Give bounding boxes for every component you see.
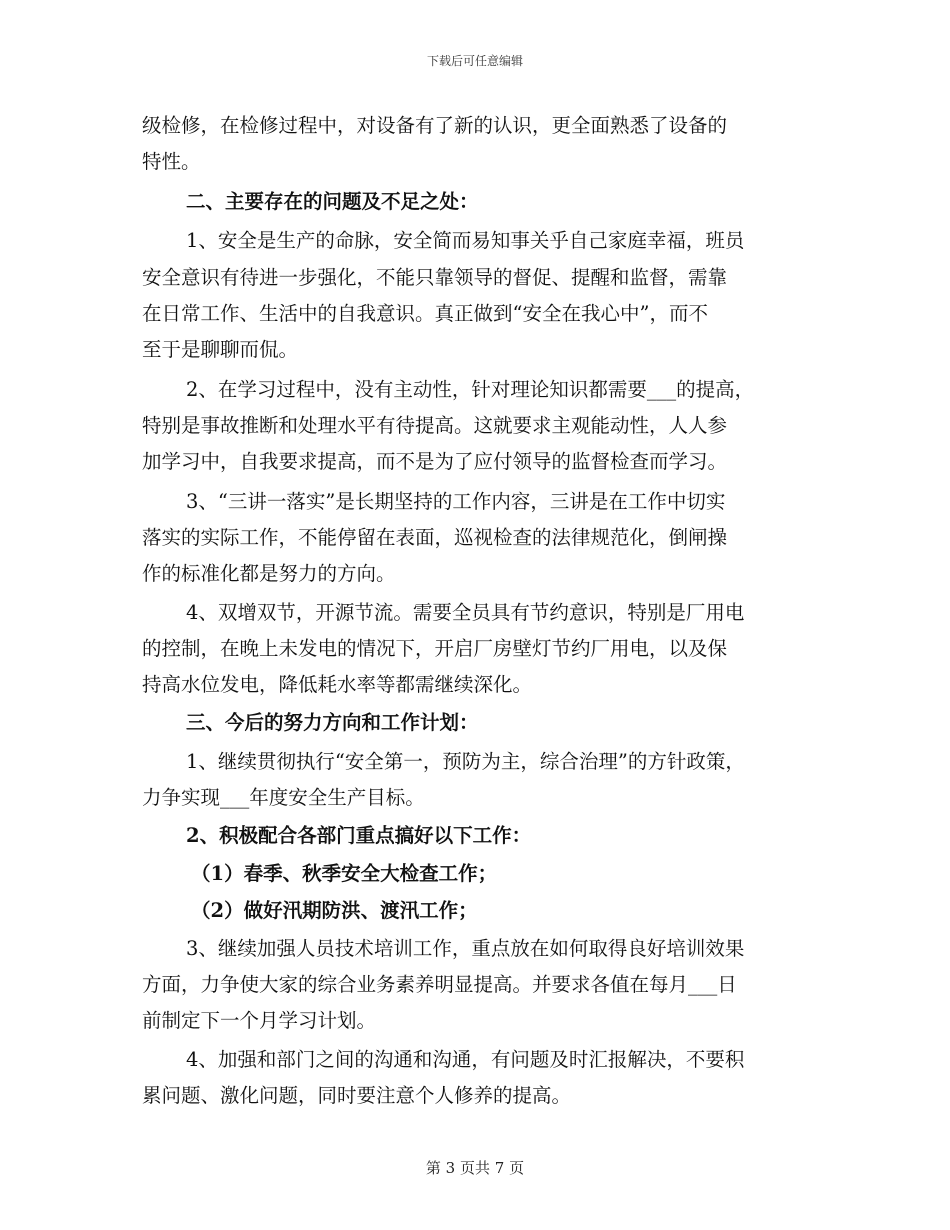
paragraph-line: 落实的实际工作，不能停留在表面，巡视检查的法律规范化，倒闸操 [142, 526, 728, 549]
subsection-heading: 2、积极配合各部门重点搞好以下工作： [186, 824, 532, 847]
page-header: 下载后可任意编辑 [426, 54, 523, 68]
paragraph-line: 3、“三讲一落实”是长期坚持的工作内容，三讲是在工作中切实 [186, 490, 726, 513]
section-heading: 三、今后的努力方向和工作计划： [186, 711, 479, 734]
list-item: （2）做好汛期防洪、渡汛工作； [191, 899, 478, 922]
paragraph-line: 前制定下一个月学习计划。 [142, 1009, 377, 1032]
paragraph-line: 作的标准化都是努力的方向。 [142, 562, 396, 585]
paragraph-line: 力争实现___年度安全生产目标。 [142, 786, 425, 809]
paragraph-line: 1、安全是生产的命脉，安全简而易知事关乎自己家庭幸福，班员 [186, 229, 745, 252]
page-footer: 第 3 页共 7 页 [425, 1159, 525, 1177]
paragraph-line: 特性。 [142, 150, 201, 173]
paragraph-line: 至于是聊聊而侃。 [142, 338, 299, 361]
paragraph-line: 4、双增双节，开源节流。需要全员具有节约意识，特别是厂用电 [186, 601, 745, 624]
paragraph-line: 的控制，在晚上未发电的情况下，开启厂房壁灯节约厂用电，以及保 [142, 637, 728, 660]
paragraph-line: 4、加强和部门之间的沟通和沟通，有问题及时汇报解决，不要积 [186, 1048, 745, 1071]
paragraph-line: 持高水位发电，降低耗水率等都需继续深化。 [142, 673, 533, 696]
paragraph-line: 安全意识有待进一步强化，不能只靠领导的督促、提醒和监督，需靠 [142, 266, 728, 289]
paragraph-line: 级检修，在检修过程中，对设备有了新的认识，更全面熟悉了设备的 [142, 114, 728, 137]
paragraph-line: 1、继续贯彻执行“安全第一，预防为主，综合治理”的方针政策， [186, 750, 745, 773]
list-item: （1）春季、秋季安全大检查工作； [191, 862, 498, 885]
paragraph-line: 加学习中，自我要求提高，而不是为了应付领导的监督检查而学习。 [142, 450, 728, 473]
section-heading: 二、主要存在的问题及不足之处： [186, 190, 479, 213]
paragraph-line: 方面，力争使大家的综合业务素养明显提高。并要求各值在每月___日 [142, 973, 737, 996]
paragraph-line: 2、在学习过程中，没有主动性，针对理论知识都需要___的提高， [186, 378, 755, 401]
paragraph-line: 3、继续加强人员技术培训工作，重点放在如何取得良好培训效果 [186, 937, 745, 960]
paragraph-line: 在日常工作、生活中的自我意识。真正做到“安全在我心中”，而不 [142, 302, 708, 325]
paragraph-line: 累问题、激化问题，同时要注意个人修养的提高。 [142, 1084, 572, 1107]
paragraph-line: 特别是事故推断和处理水平有待提高。这就要求主观能动性，人人参 [142, 414, 728, 437]
